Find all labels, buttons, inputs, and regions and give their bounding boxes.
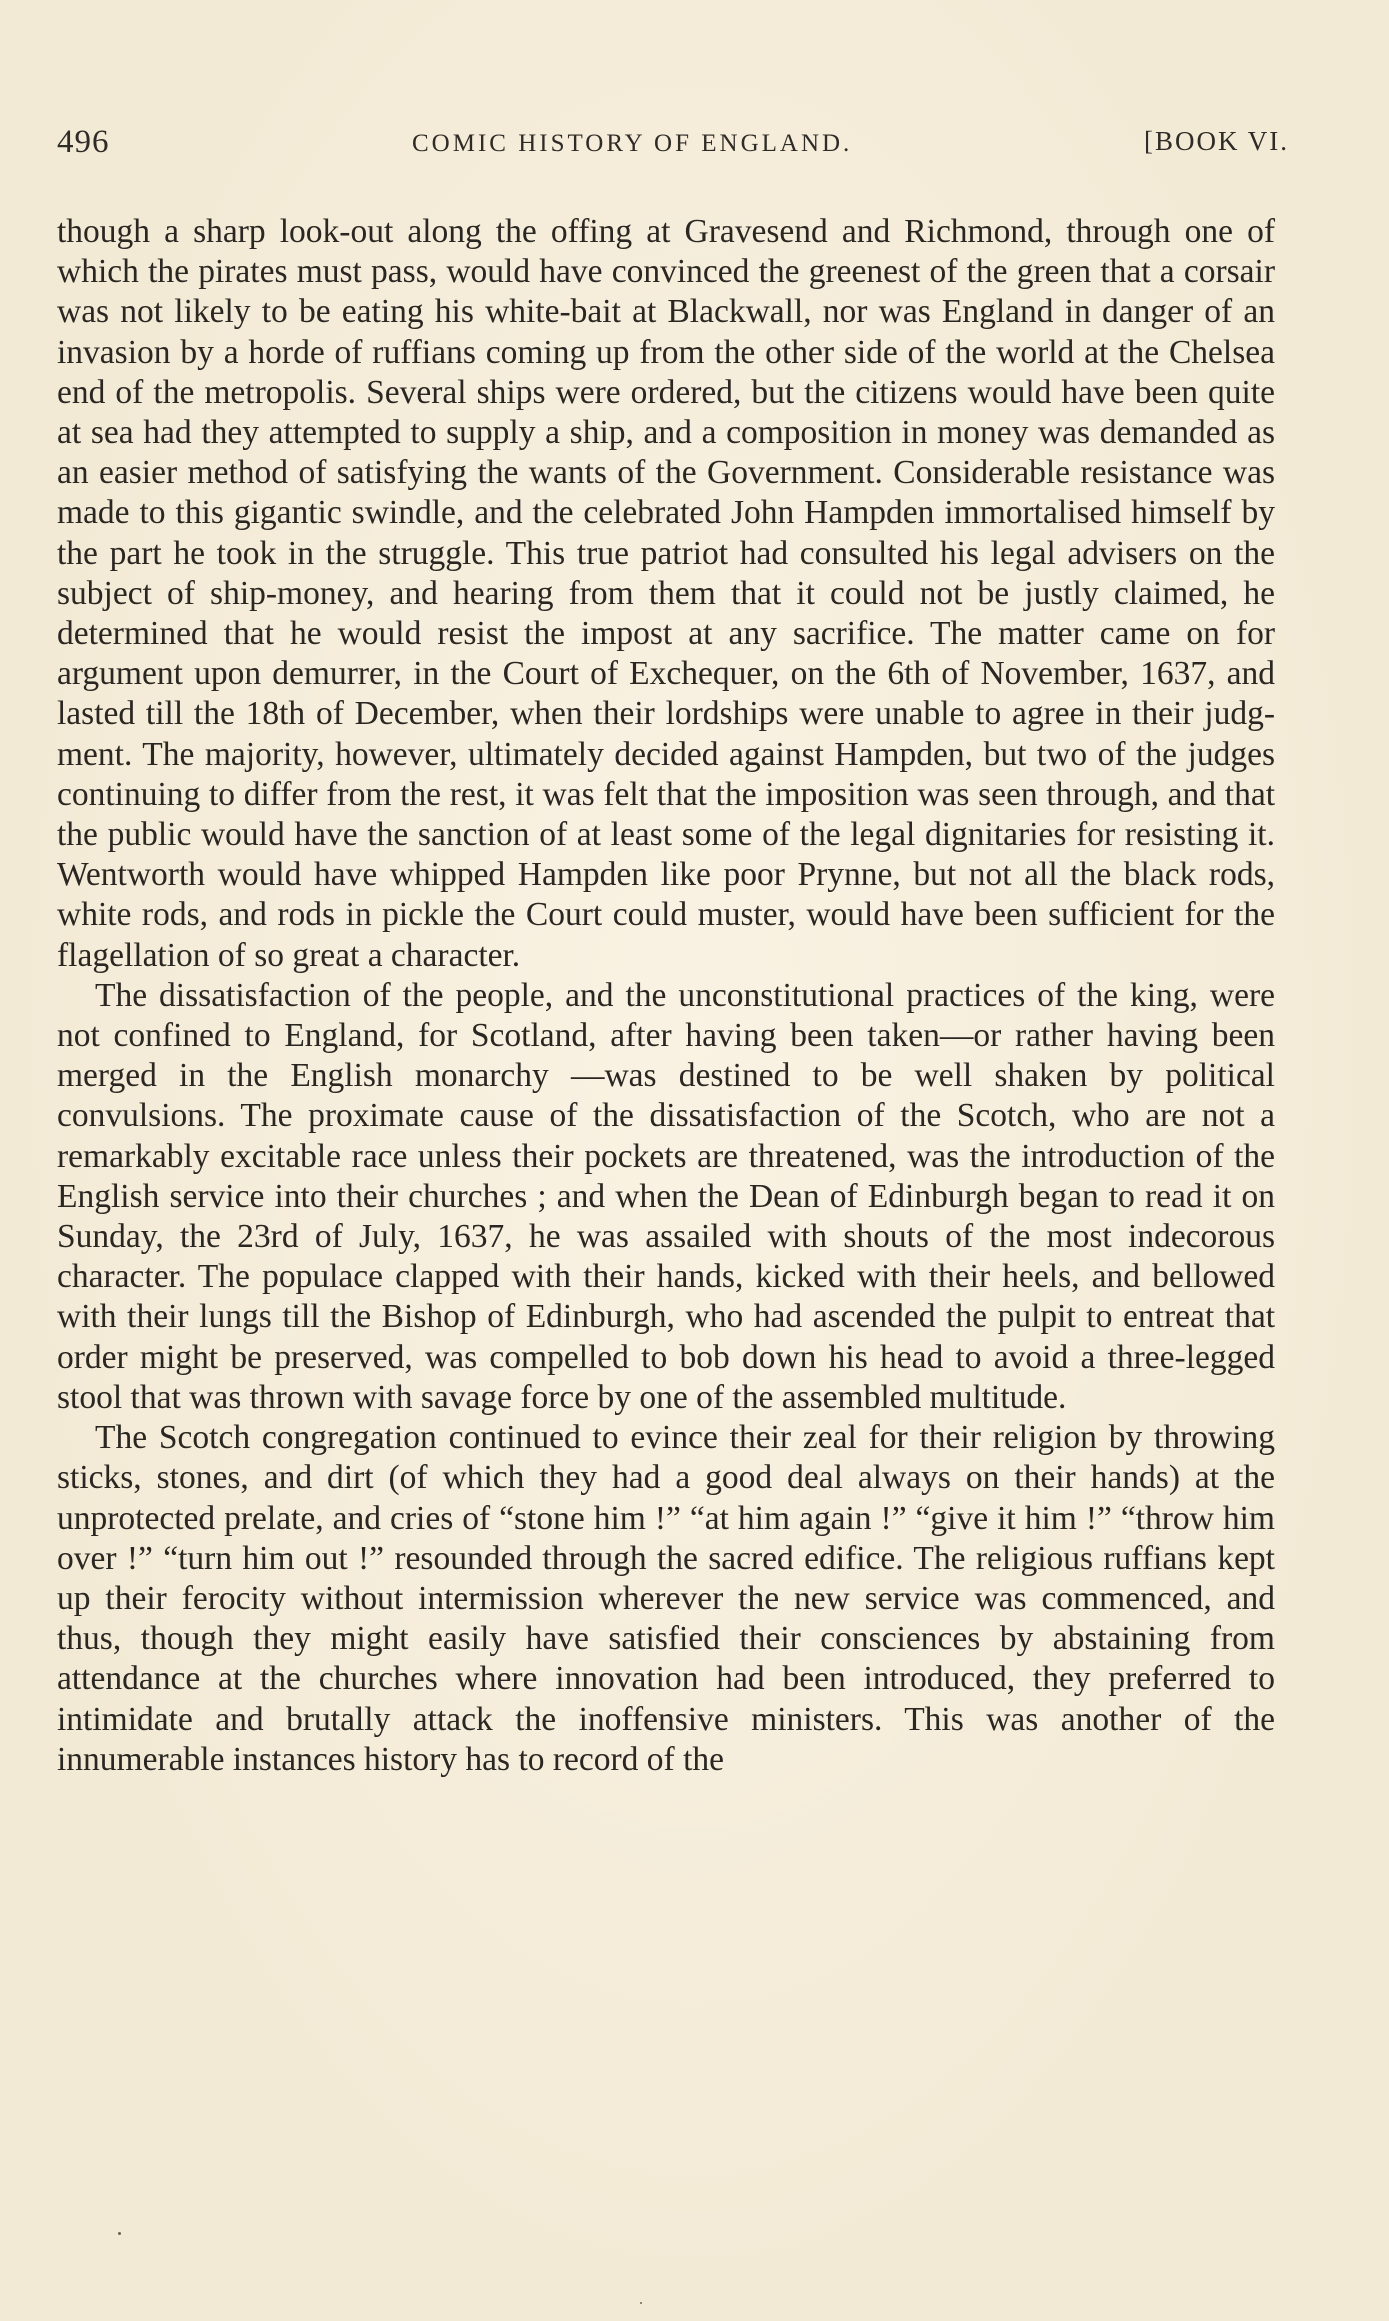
paragraph-3: The Scotch congregation continued to evince their zeal for their religion by throwing sticks, stones, and dirt (of which they had a good deal always on their hands) at the unprotected prelate, and cries of “stone him !” “at him again !” “give it him !” “throw him over !” “turn him out !” resounded through the sacred edifice. The religious ruffians kept up their ferocity without intermission wherever the new service was commenced, and thus, though they might easily have satisfied their consciences by abstaining from attendance at the churches where innovation had been introduced, they preferred to intimidate and brutally attack the inoffensive ministers. This was another of the innumerable instances history has to record of the xyxy=(57,1419,1275,1778)
print-speck xyxy=(118,2232,121,2235)
paragraph-1: though a sharp look-out along the offing at Gravesend and Richmond, through one of which the pirates must pass, would have convinced the greenest of the green that a corsair was not likely to be eating his white-bait at Blackwall, nor was England in danger of an invasion by a horde of ruffians coming up from the other side of the world at the Chelsea end of the metropolis. Several ships were ordered, but the citizens would have been quite at sea had they attempted to supply a ship, and a composition in money was demanded as an easier method of satisfying the wants of the Government. Considerable resistance was made to this gigantic swindle, and the celebrated John Hampden immortalised himself by the part he took in the struggle. This true patriot had consulted his legal advisers on the subject of ship-money, and hearing from them that it could not be justly claimed, he determined that he would resist the impost at any sacrifice. The matter came on for argument upon demurrer, in the Court of Exchequer, on the 6th of November, 1637, and lasted till the 18th of December, when their lordships were unable to agree in their judgment. The majority, however, ultimately decided against Hampden, but two of the judges continuing to differ from the rest, it was felt that the imposition was seen through, and that the public would have the sanction of at least some of the legal dignitaries for resisting it. Wentworth would have whipped Hampden like poor Prynne, but not all the black rods, white rods, and rods in pickle the Court could muster, would have been sufficient for the flagellation of so great a character. xyxy=(57,213,1275,974)
print-speck xyxy=(640,2302,642,2304)
running-title: COMIC HISTORY OF ENGLAND. xyxy=(412,130,853,157)
page-number: 496 xyxy=(57,124,110,160)
page-header xyxy=(57,124,1289,168)
paragraph-2: The dissatisfaction of the people, and the unconstitutional practices of the king, were not confined to England, for Scotland, after having been taken—or rather having been merged in the English monarchy —was destined to be well shaken by political convulsions. The proximate cause of the dissatisfaction of the Scotch, who are not a remarkably excitable race unless their pockets are threatened, was the introduction of the English service into their churches ; and when the Dean of Edinburgh began to read it on Sunday, the 23rd of July, 1637, he was assailed with shouts of the most indecorous character. The populace clapped with their hands, kicked with their heels, and bellowed with their lungs till the Bishop of Edinburgh, who had ascended the pulpit to entreat that order might be preserved, was compelled to bob down his head to avoid a three-legged stool that was thrown with savage force by one of the assembled multitude. xyxy=(57,976,1275,1416)
book-label: [BOOK VI. xyxy=(1144,126,1289,156)
body-text xyxy=(57,212,1275,1780)
